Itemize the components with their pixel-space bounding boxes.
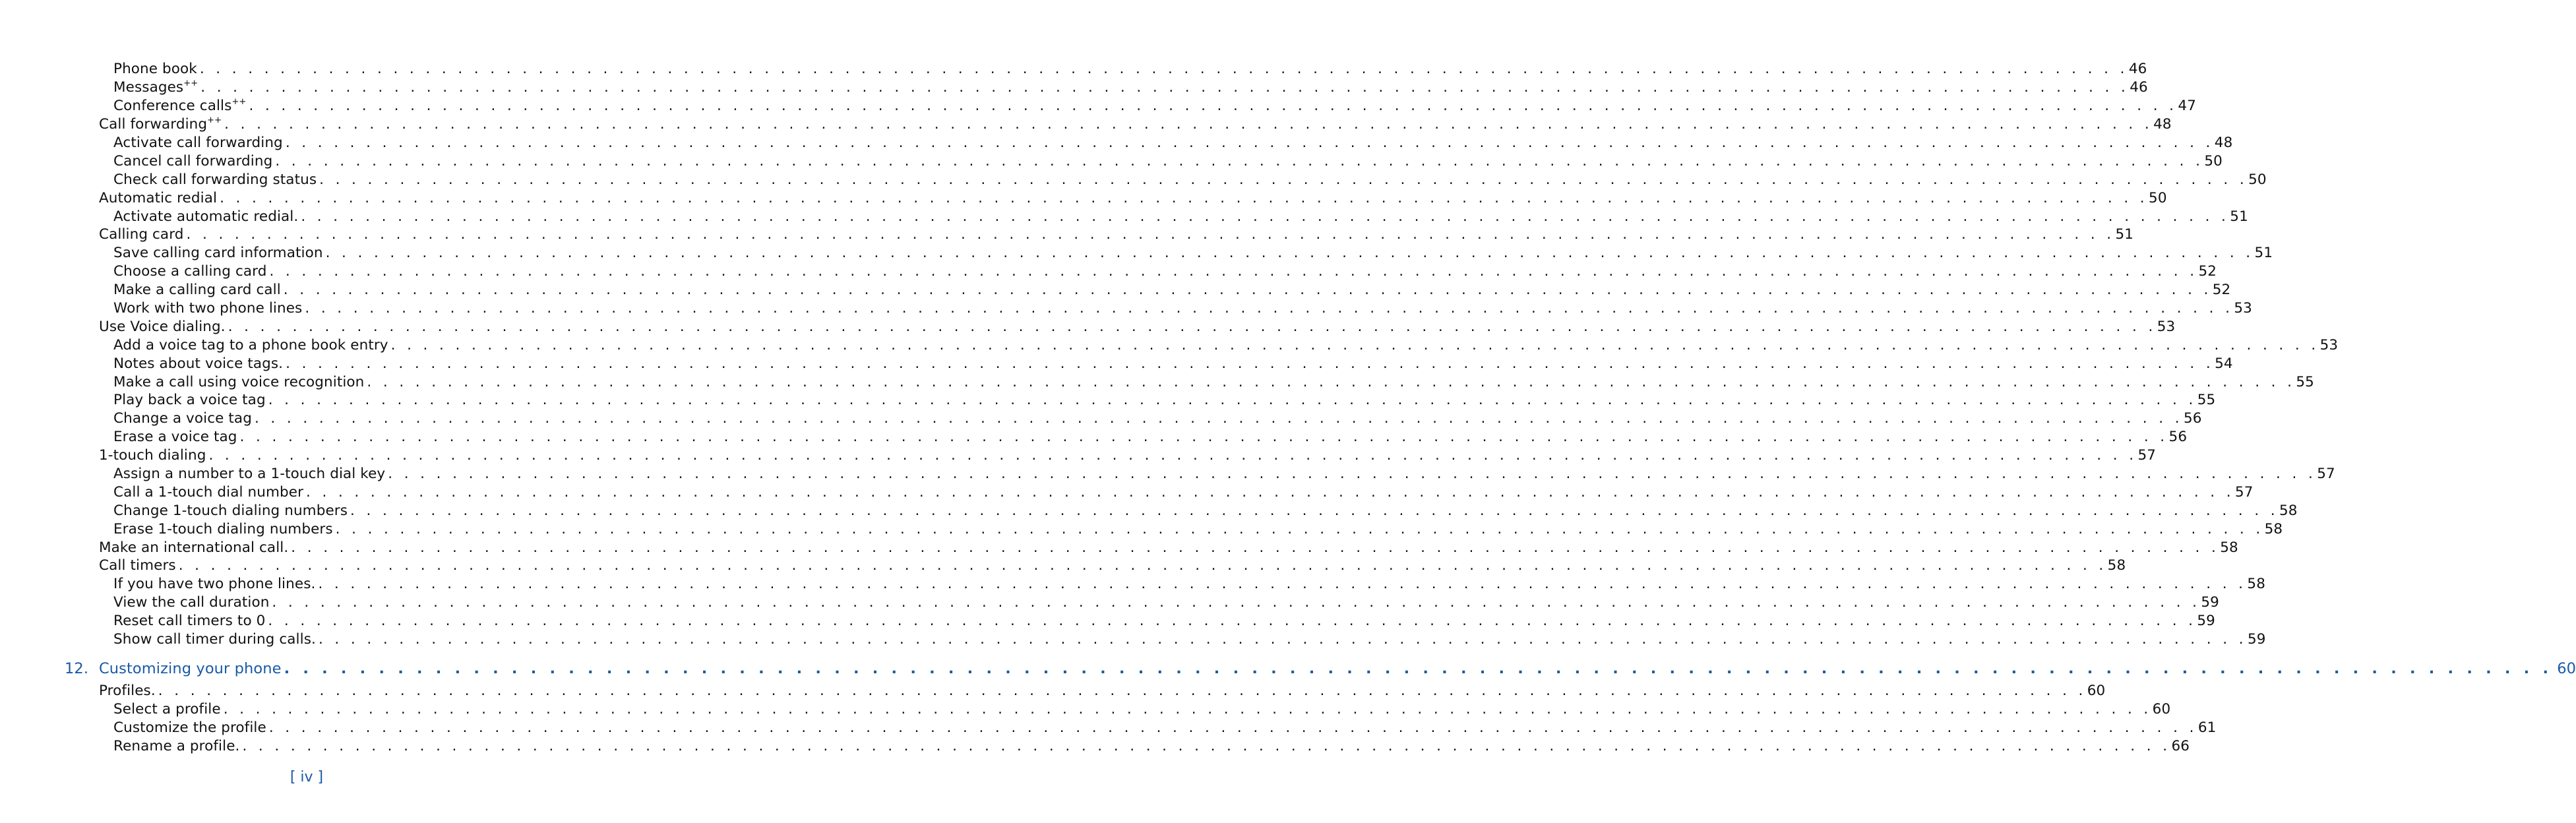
toc-page-number: 50 — [2204, 152, 2223, 169]
dot-leader: . . . . . . . . . . . . . . . . . . . . . . . . . . . . . . . . . . . . . . . . . . . . . . . . . . . . . . . . . . . . . . . . . . . . . . . . . . . . . . . . . . . . . . . . . . . . . . . . . . . . . . . . . . . . . . . . . . . . . . . . — [223, 700, 2152, 717]
toc-entry-label: Call a 1-touch dial number — [113, 483, 304, 501]
toc-entry-label: Select a profile — [113, 700, 221, 717]
toc-entry-label: Customizing your phone — [99, 659, 282, 677]
toc-entry[interactable] — [0, 207, 2248, 226]
dot-leader: . . . . . . . . . . . . . . . . . . . . . . . . . . . . . . . . . . . . . . . . . . . . . . . . . . . . . . . . . . . . . . . . . . . . . . . . . . . . . . . . . . . . . . . . . . . . . . . . . . . . . . . . . . . . . . . . . . . . . . . . — [367, 373, 2296, 390]
toc-entry-label: Make a call using voice recognition — [113, 373, 365, 390]
toc-page-number: 58 — [2279, 502, 2298, 519]
toc-entry[interactable] — [0, 737, 2190, 755]
toc-entry-label: Erase 1-touch dialing numbers — [113, 520, 333, 537]
toc-entry-superscript: ++ — [231, 97, 247, 107]
toc-entry[interactable] — [0, 354, 2233, 373]
toc-entry-label: 1-touch dialing — [99, 447, 206, 464]
toc-entry[interactable] — [0, 336, 2339, 354]
toc-page-number: 54 — [2215, 355, 2233, 372]
toc-page-number: 58 — [2264, 520, 2283, 537]
toc-entry[interactable] — [0, 373, 2314, 391]
toc-page-number: 58 — [2220, 539, 2238, 556]
toc-entry-label: Notes about voice tags. — [113, 355, 284, 372]
toc-page-number: 61 — [2197, 719, 2217, 736]
toc-page-number: 56 — [2168, 429, 2188, 446]
toc-page-number: 59 — [2247, 631, 2266, 648]
toc-entry[interactable] — [0, 630, 2266, 649]
toc-entry-label: Change 1-touch dialing numbers — [113, 502, 348, 519]
toc-entry[interactable] — [0, 520, 2283, 538]
toc-page-number: 52 — [2212, 282, 2231, 299]
toc-entry-label: Phone book — [113, 61, 197, 78]
toc-entry[interactable] — [0, 501, 2298, 520]
toc-entry-label: Call timers — [99, 557, 176, 574]
dot-leader: . . . . . . . . . . . . . . . . . . . . . . . . . . . . . . . . . . . . . . . . . . . . . . . . . . . . . . . . . . . . . . . . . . . . . . . . . . . . . . . . . . . . . . . . . . . . . . . . . . . . . . . . . . . . . . . . . . . . . . . . — [285, 135, 2214, 151]
toc-page-number: 55 — [2197, 392, 2216, 409]
toc-entry[interactable] — [0, 612, 2215, 630]
dot-leader: . . . . . . . . . . . . . . . . . . . . . . . . . . . . . . . . . . . . . . . . . . . . . . . . . . . . . . . . . . . . . . . . . . . . . . . . . . . . . . . . . . . . . . . . . . . . . . . . . . . . . . . . . . . . . . . . . . . . . . . . — [272, 594, 2201, 611]
toc-page-number: 48 — [2153, 116, 2172, 133]
toc-entry[interactable] — [0, 594, 2219, 612]
toc-entry-label: Add a voice tag to a phone book entry — [113, 336, 388, 353]
toc-page-number: 53 — [2234, 300, 2252, 317]
toc-page-number: 56 — [2183, 410, 2202, 427]
toc-entry-label: Use Voice dialing. — [99, 318, 226, 335]
toc-entry[interactable] — [0, 557, 2126, 575]
toc-entry-label: Make a calling card call — [113, 282, 281, 299]
toc-entry-label: Show call timer during calls. — [113, 631, 316, 648]
toc-page-number: 58 — [2107, 557, 2126, 574]
dot-leader: . . . . . . . . . . . . . . . . . . . . . . . . . . . . . . . . . . . . . . . . . . . . . . . . . . . . . . . . . . . . . . . . . . . . . . . . . . . . . . . . . . . . . . . . . . . . . . . . . . . . . . . . . . . . . . . . . . . . . . . . — [284, 659, 2553, 677]
toc-entry-label: Profiles. — [99, 682, 156, 699]
dot-leader: . . . . . . . . . . . . . . . . . . . . . . . . . . . . . . . . . . . . . . . . . . . . . . . . . . . . . . . . . . . . . . . . . . . . . . . . . . . . . . . . . . . . . . . . . . . . . . . . . . . . . . . . . . . . . . . . . . . . . . . . — [178, 557, 2107, 574]
toc-entry-label: Activate automatic redial. — [113, 208, 299, 225]
dot-leader: . . . . . . . . . . . . . . . . . . . . . . . . . . . . . . . . . . . . . . . . . . . . . . . . . . . . . . . . . . . . . . . . . . . . . . . . . . . . . . . . . . . . . . . . . . . . . . . . . . . . . . . . . . . . . . . . . . . . . . . . — [283, 282, 2212, 299]
toc-entry-label: Save calling card information — [113, 245, 323, 262]
toc-entry[interactable] — [0, 465, 2335, 483]
dot-leader: . . . . . . . . . . . . . . . . . . . . . . . . . . . . . . . . . . . . . . . . . . . . . . . . . . . . . . . . . . . . . . . . . . . . . . . . . . . . . . . . . . . . . . . . . . . . . . . . . . . . . . . . . . . . . . . . . . . . . . . . — [242, 737, 2171, 754]
toc-entry-superscript: ++ — [183, 78, 199, 89]
dot-leader: . . . . . . . . . . . . . . . . . . . . . . . . . . . . . . . . . . . . . . . . . . . . . . . . . . . . . . . . . . . . . . . . . . . . . . . . . . . . . . . . . . . . . . . . . . . . . . . . . . . . . . . . . . . . . . . . . . . . . . . . — [268, 392, 2197, 409]
dot-leader: . . . . . . . . . . . . . . . . . . . . . . . . . . . . . . . . . . . . . . . . . . . . . . . . . . . . . . . . . . . . . . . . . . . . . . . . . . . . . . . . . . . . . . . . . . . . . . . . . . . . . . . . . . . . . . . . . . . . . . . . — [249, 98, 2178, 115]
dot-leader: . . . . . . . . . . . . . . . . . . . . . . . . . . . . . . . . . . . . . . . . . . . . . . . . . . . . . . . . . . . . . . . . . . . . . . . . . . . . . . . . . . . . . . . . . . . . . . . . . . . . . . . . . . . . . . . . . . . . . . . . — [224, 116, 2153, 133]
toc-entry-label: If you have two phone lines. — [113, 576, 316, 593]
toc-page-number: 60 — [2087, 682, 2106, 699]
toc-entry-label: Conference calls++ — [113, 97, 247, 115]
toc-page-number: 55 — [2296, 373, 2314, 390]
toc-entry-label: Choose a calling card — [113, 263, 267, 280]
dot-leader: . . . . . . . . . . . . . . . . . . . . . . . . . . . . . . . . . . . . . . . . . . . . . . . . . . . . . . . . . . . . . . . . . . . . . . . . . . . . . . . . . . . . . . . . . . . . . . . . . . . . . . . . . . . . . . . . . . . . . . . . — [350, 502, 2279, 519]
toc-page-number: 57 — [2317, 466, 2335, 483]
toc-entry[interactable] — [0, 575, 2265, 594]
toc-entry-label: Erase a voice tag — [113, 429, 237, 446]
dot-leader: . . . . . . . . . . . . . . . . . . . . . . . . . . . . . . . . . . . . . . . . . . . . . . . . . . . . . . . . . . . . . . . . . . . . . . . . . . . . . . . . . . . . . . . . . . . . . . . . . . . . . . . . . . . . . . . . . . . . . . . . — [286, 355, 2215, 372]
toc-page-number: 57 — [2235, 483, 2254, 501]
toc-entry-label: Customize the profile — [113, 719, 266, 736]
toc-page-number: 51 — [2254, 245, 2273, 262]
dot-leader: . . . . . . . . . . . . . . . . . . . . . . . . . . . . . . . . . . . . . . . . . . . . . . . . . . . . . . . . . . . . . . . . . . . . . . . . . . . . . . . . . . . . . . . . . . . . . . . . . . . . . . . . . . . . . . . . . . . . . . . . — [275, 152, 2204, 169]
toc-page-number: 59 — [2201, 594, 2219, 611]
toc-entry[interactable] — [0, 262, 2217, 281]
toc-page-number: 60 — [2557, 659, 2576, 677]
dot-leader: . . . . . . . . . . . . . . . . . . . . . . . . . . . . . . . . . . . . . . . . . . . . . . . . . . . . . . . . . . . . . . . . . . . . . . . . . . . . . . . . . . . . . . . . . . . . . . . . . . . . . . . . . . . . . . . . . . . . . . . . — [305, 300, 2234, 317]
toc-entry[interactable] — [0, 700, 2171, 718]
page-number-footer: [ iv ] — [290, 769, 324, 785]
toc-entry-label: Call forwarding++ — [99, 115, 222, 133]
toc-entry[interactable] — [0, 78, 2148, 97]
toc-entry-label: Assign a number to a 1-touch dial key — [113, 466, 386, 483]
toc-entry-label: Reset call timers to 0 — [113, 613, 266, 630]
toc-entry-label: Play back a voice tag — [113, 392, 266, 409]
toc-entry-label: Calling card — [99, 226, 184, 243]
toc-entry[interactable] — [0, 152, 2223, 170]
toc-page-number: 51 — [2115, 226, 2134, 243]
dot-leader: . . . . . . . . . . . . . . . . . . . . . . . . . . . . . . . . . . . . . . . . . . . . . . . . . . . . . . . . . . . . . . . . . . . . . . . . . . . . . . . . . . . . . . . . . . . . . . . . . . . . . . . . . . . . . . . . . . . . . . . . — [228, 318, 2157, 335]
toc-entry[interactable] — [0, 299, 2252, 318]
toc-page-number: 51 — [2230, 208, 2248, 225]
toc-entry-label: Check call forwarding status — [113, 171, 317, 188]
toc-page-number: 59 — [2197, 613, 2215, 630]
toc-entry[interactable] — [0, 189, 2167, 207]
toc-entry-label: Work with two phone lines — [113, 300, 303, 317]
toc-entry[interactable] — [0, 170, 2267, 189]
toc-entry[interactable] — [0, 718, 2217, 737]
toc-chapter-entry[interactable] — [0, 655, 2576, 682]
toc-page-number: 53 — [2319, 336, 2339, 353]
dot-leader: . . . . . . . . . . . . . . . . . . . . . . . . . . . . . . . . . . . . . . . . . . . . . . . . . . . . . . . . . . . . . . . . . . . . . . . . . . . . . . . . . . . . . . . . . . . . . . . . . . . . . . . . . . . . . . . . . . . . . . . . — [269, 263, 2198, 280]
dot-leader: . . . . . . . . . . . . . . . . . . . . . . . . . . . . . . . . . . . . . . . . . . . . . . . . . . . . . . . . . . . . . . . . . . . . . . . . . . . . . . . . . . . . . . . . . . . . . . . . . . . . . . . . . . . . . . . . . . . . . . . . — [325, 245, 2254, 262]
toc-entry-label: Cancel call forwarding — [113, 152, 273, 169]
toc-entry-superscript: ++ — [207, 115, 222, 126]
dot-leader: . . . . . . . . . . . . . . . . . . . . . . . . . . . . . . . . . . . . . . . . . . . . . . . . . . . . . . . . . . . . . . . . . . . . . . . . . . . . . . . . . . . . . . . . . . . . . . . . . . . . . . . . . . . . . . . . . . . . . . . . — [291, 539, 2220, 556]
toc-entry[interactable] — [0, 97, 2196, 115]
toc-entry-label: Activate call forwarding — [113, 135, 283, 151]
toc-entry[interactable] — [0, 446, 2156, 465]
toc-page-number: 46 — [2130, 79, 2148, 96]
toc-page-number: 57 — [2137, 447, 2156, 464]
toc-page-number: 52 — [2198, 263, 2217, 280]
toc-entry-label: Change a voice tag — [113, 410, 252, 427]
dot-leader: . . . . . . . . . . . . . . . . . . . . . . . . . . . . . . . . . . . . . . . . . . . . . . . . . . . . . . . . . . . . . . . . . . . . . . . . . . . . . . . . . . . . . . . . . . . . . . . . . . . . . . . . . . . . . . . . . . . . . . . . — [268, 613, 2197, 630]
dot-leader: . . . . . . . . . . . . . . . . . . . . . . . . . . . . . . . . . . . . . . . . . . . . . . . . . . . . . . . . . . . . . . . . . . . . . . . . . . . . . . . . . . . . . . . . . . . . . . . . . . . . . . . . . . . . . . . . . . . . . . . . — [186, 226, 2115, 243]
toc-page-number: 53 — [2157, 318, 2176, 335]
dot-leader: . . . . . . . . . . . . . . . . . . . . . . . . . . . . . . . . . . . . . . . . . . . . . . . . . . . . . . . . . . . . . . . . . . . . . . . . . . . . . . . . . . . . . . . . . . . . . . . . . . . . . . . . . . . . . . . . . . . . . . . . — [318, 576, 2247, 593]
toc-page-number: 50 — [2248, 171, 2267, 188]
toc-entry[interactable] — [0, 538, 2238, 557]
toc-page-number: 46 — [2128, 61, 2147, 78]
dot-leader: . . . . . . . . . . . . . . . . . . . . . . . . . . . . . . . . . . . . . . . . . . . . . . . . . . . . . . . . . . . . . . . . . . . . . . . . . . . . . . . . . . . . . . . . . . . . . . . . . . . . . . . . . . . . . . . . . . . . . . . . — [301, 208, 2230, 225]
dot-leader: . . . . . . . . . . . . . . . . . . . . . . . . . . . . . . . . . . . . . . . . . . . . . . . . . . . . . . . . . . . . . . . . . . . . . . . . . . . . . . . . . . . . . . . . . . . . . . . . . . . . . . . . . . . . . . . . . . . . . . . . — [390, 336, 2319, 353]
dot-leader: . . . . . . . . . . . . . . . . . . . . . . . . . . . . . . . . . . . . . . . . . . . . . . . . . . . . . . . . . . . . . . . . . . . . . . . . . . . . . . . . . . . . . . . . . . . . . . . . . . . . . . . . . . . . . . . . . . . . . . . . — [318, 631, 2247, 648]
toc-entry[interactable] — [0, 483, 2254, 501]
dot-leader: . . . . . . . . . . . . . . . . . . . . . . . . . . . . . . . . . . . . . . . . . . . . . . . . . . . . . . . . . . . . . . . . . . . . . . . . . . . . . . . . . . . . . . . . . . . . . . . . . . . . . . . . . . . . . . . . . . . . . . . . — [200, 79, 2130, 96]
toc-entry-label: Automatic redial — [99, 189, 218, 206]
toc-entry-label: Make an international call. — [99, 539, 289, 556]
toc-entry[interactable] — [0, 226, 2134, 244]
dot-leader: . . . . . . . . . . . . . . . . . . . . . . . . . . . . . . . . . . . . . . . . . . . . . . . . . . . . . . . . . . . . . . . . . . . . . . . . . . . . . . . . . . . . . . . . . . . . . . . . . . . . . . . . . . . . . . . . . . . . . . . . — [199, 61, 2128, 78]
dot-leader: . . . . . . . . . . . . . . . . . . . . . . . . . . . . . . . . . . . . . . . . . . . . . . . . . . . . . . . . . . . . . . . . . . . . . . . . . . . . . . . . . . . . . . . . . . . . . . . . . . . . . . . . . . . . . . . . . . . . . . . . — [268, 719, 2197, 736]
toc-entry[interactable] — [0, 391, 2216, 410]
toc-entry[interactable] — [0, 682, 2106, 700]
toc-entry[interactable] — [0, 281, 2231, 299]
toc-page-number: 48 — [2214, 135, 2233, 151]
dot-leader: . . . . . . . . . . . . . . . . . . . . . . . . . . . . . . . . . . . . . . . . . . . . . . . . . . . . . . . . . . . . . . . . . . . . . . . . . . . . . . . . . . . . . . . . . . . . . . . . . . . . . . . . . . . . . . . . . . . . . . . . — [306, 483, 2235, 501]
toc-entry[interactable] — [0, 134, 2233, 152]
dot-leader: . . . . . . . . . . . . . . . . . . . . . . . . . . . . . . . . . . . . . . . . . . . . . . . . . . . . . . . . . . . . . . . . . . . . . . . . . . . . . . . . . . . . . . . . . . . . . . . . . . . . . . . . . . . . . . . . . . . . . . . . — [220, 189, 2149, 206]
toc-entry-label: Rename a profile. — [113, 737, 240, 754]
toc-entry[interactable] — [0, 60, 2147, 78]
toc-page-number: 58 — [2247, 576, 2265, 593]
toc-entry[interactable] — [0, 410, 2202, 428]
toc-page-number: 50 — [2149, 189, 2167, 206]
toc-entry[interactable] — [0, 428, 2188, 446]
toc-entry[interactable] — [0, 317, 2176, 336]
dot-leader: . . . . . . . . . . . . . . . . . . . . . . . . . . . . . . . . . . . . . . . . . . . . . . . . . . . . . . . . . . . . . . . . . . . . . . . . . . . . . . . . . . . . . . . . . . . . . . . . . . . . . . . . . . . . . . . . . . . . . . . . — [208, 447, 2137, 464]
dot-leader: . . . . . . . . . . . . . . . . . . . . . . . . . . . . . . . . . . . . . . . . . . . . . . . . . . . . . . . . . . . . . . . . . . . . . . . . . . . . . . . . . . . . . . . . . . . . . . . . . . . . . . . . . . . . . . . . . . . . . . . . — [335, 520, 2264, 537]
toc-entry[interactable] — [0, 244, 2273, 262]
toc-entry-label: View the call duration — [113, 594, 270, 611]
toc-page-number: 47 — [2178, 98, 2196, 115]
toc-page-number: 60 — [2152, 700, 2171, 717]
toc-entry[interactable] — [0, 115, 2172, 134]
dot-leader: . . . . . . . . . . . . . . . . . . . . . . . . . . . . . . . . . . . . . . . . . . . . . . . . . . . . . . . . . . . . . . . . . . . . . . . . . . . . . . . . . . . . . . . . . . . . . . . . . . . . . . . . . . . . . . . . . . . . . . . . — [254, 410, 2183, 427]
toc-entry-label: Messages++ — [113, 78, 199, 96]
dot-leader: . . . . . . . . . . . . . . . . . . . . . . . . . . . . . . . . . . . . . . . . . . . . . . . . . . . . . . . . . . . . . . . . . . . . . . . . . . . . . . . . . . . . . . . . . . . . . . . . . . . . . . . . . . . . . . . . . . . . . . . . — [388, 466, 2317, 483]
dot-leader: . . . . . . . . . . . . . . . . . . . . . . . . . . . . . . . . . . . . . . . . . . . . . . . . . . . . . . . . . . . . . . . . . . . . . . . . . . . . . . . . . . . . . . . . . . . . . . . . . . . . . . . . . . . . . . . . . . . . . . . . — [239, 429, 2168, 446]
toc-chapter-number: 12. — [65, 659, 89, 677]
toc-page-number: 66 — [2171, 737, 2190, 754]
dot-leader: . . . . . . . . . . . . . . . . . . . . . . . . . . . . . . . . . . . . . . . . . . . . . . . . . . . . . . . . . . . . . . . . . . . . . . . . . . . . . . . . . . . . . . . . . . . . . . . . . . . . . . . . . . . . . . . . . . . . . . . . — [319, 171, 2248, 188]
dot-leader: . . . . . . . . . . . . . . . . . . . . . . . . . . . . . . . . . . . . . . . . . . . . . . . . . . . . . . . . . . . . . . . . . . . . . . . . . . . . . . . . . . . . . . . . . . . . . . . . . . . . . . . . . . . . . . . . . . . . . . . . — [158, 682, 2087, 699]
table-of-contents — [0, 60, 2576, 755]
